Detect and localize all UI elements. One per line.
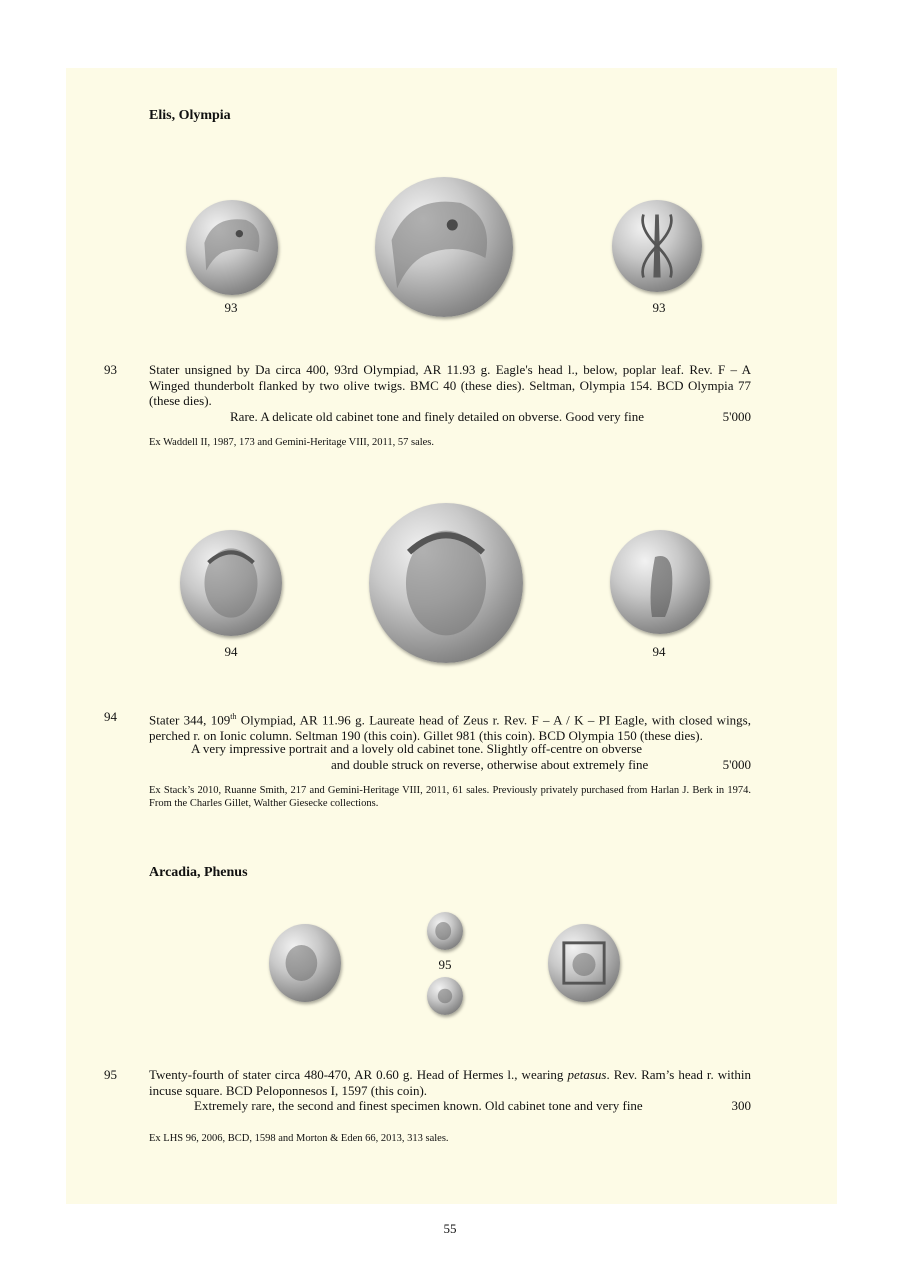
lot-94-desc-superscript: th (230, 712, 237, 721)
lot-95-desc-rest: . Rev. Ram’s head r. within incuse square. BCD Peloponnesos I, 1597 (this coin). (149, 1067, 751, 1098)
lot-94-description (149, 709, 751, 743)
coin-95-reverse-small (427, 977, 463, 1015)
coin-label-94-obverse: 94 (224, 644, 238, 659)
lot-94-grade-line-2: and double struck on reverse, otherwise about extremely fine (331, 757, 649, 772)
lot-93-provenance: Ex Waddell II, 1987, 173 and Gemini-Heritage VIII, 2011, 57 sales. (149, 437, 435, 448)
lot-95-grade: Extremely rare, the second and finest specimen known. Old cabinet tone and very fine (194, 1098, 643, 1113)
lot-94-price: 5'000 (722, 757, 751, 772)
section-heading-arcadia: Arcadia, Phenus (149, 865, 248, 880)
lot-number-94: 94 (104, 709, 117, 724)
lot-95-provenance: Ex LHS 96, 2006, BCD, 1598 and Morton & Eden 66, 2013, 313 sales. (149, 1133, 449, 1144)
lot-number-95: 95 (104, 1067, 117, 1082)
lot-95-desc-start: Twenty-fourth of stater circa 480-470, AR 0.60 g. Head of Hermes l., wearing (149, 1067, 568, 1082)
coin-label-94-reverse: 94 (652, 644, 666, 659)
lot-94-provenance: Ex Stack’s 2010, Ruanne Smith, 217 and Gemini-Heritage VIII, 2011, 61 sales. Previously privately purchased from Harlan J. Berk in 1974. From the Charles Gillet, Walther Giesecke collections. (149, 785, 751, 809)
coin-93-obverse-small (186, 200, 278, 295)
section-heading-elis: Elis, Olympia (149, 108, 231, 123)
coin-label-95: 95 (438, 957, 452, 972)
coin-93-reverse (612, 200, 702, 292)
coin-label-93-reverse: 93 (652, 300, 666, 315)
lot-number-93: 93 (104, 362, 117, 377)
coin-95-obverse-small (427, 912, 463, 950)
coin-95-reverse-large (548, 924, 620, 1002)
coin-label-93-obverse: 93 (224, 300, 238, 315)
lot-94-desc-start: Stater 344, 109 (149, 712, 231, 728)
lot-94-grade-line-1: A very impressive portrait and a lovely old cabinet tone. Slightly off-centre on obverse (191, 741, 643, 756)
coin-94-reverse (610, 530, 710, 634)
lot-93-grade: Rare. A delicate old cabinet tone and finely detailed on obverse. Good very fine (230, 409, 645, 424)
coin-93-obverse-large (375, 177, 513, 317)
page-number: 55 (443, 1221, 457, 1236)
lot-93-price: 5'000 (722, 409, 751, 424)
lot-93-description: Stater unsigned by Da circa 400, 93rd Olympiad, AR 11.93 g. Eagle's head l., below, poplar leaf. Rev. F – A Winged thunderbolt flanked by two olive twigs. BMC 40 (these dies). Seltman, Olympia 154. BCD Olympia 77 (these dies). (149, 362, 751, 408)
coin-94-obverse-large (369, 503, 523, 663)
coin-95-obverse-large (269, 924, 341, 1002)
lot-94-desc-rest: Olympiad, AR 11.96 g. Laureate head of Zeus r. Rev. F – A / K – PI Eagle, with closed wings, perched r. on Ionic column. Seltman 190 (this coin). Gillet 981 (this coin). BCD Olympia 150 (these dies). (149, 712, 751, 743)
lot-95-description (149, 1067, 751, 1098)
lot-95-desc-italic: petasus (567, 1067, 607, 1082)
coin-94-obverse-small (180, 530, 282, 636)
lot-95-price: 300 (731, 1098, 751, 1113)
